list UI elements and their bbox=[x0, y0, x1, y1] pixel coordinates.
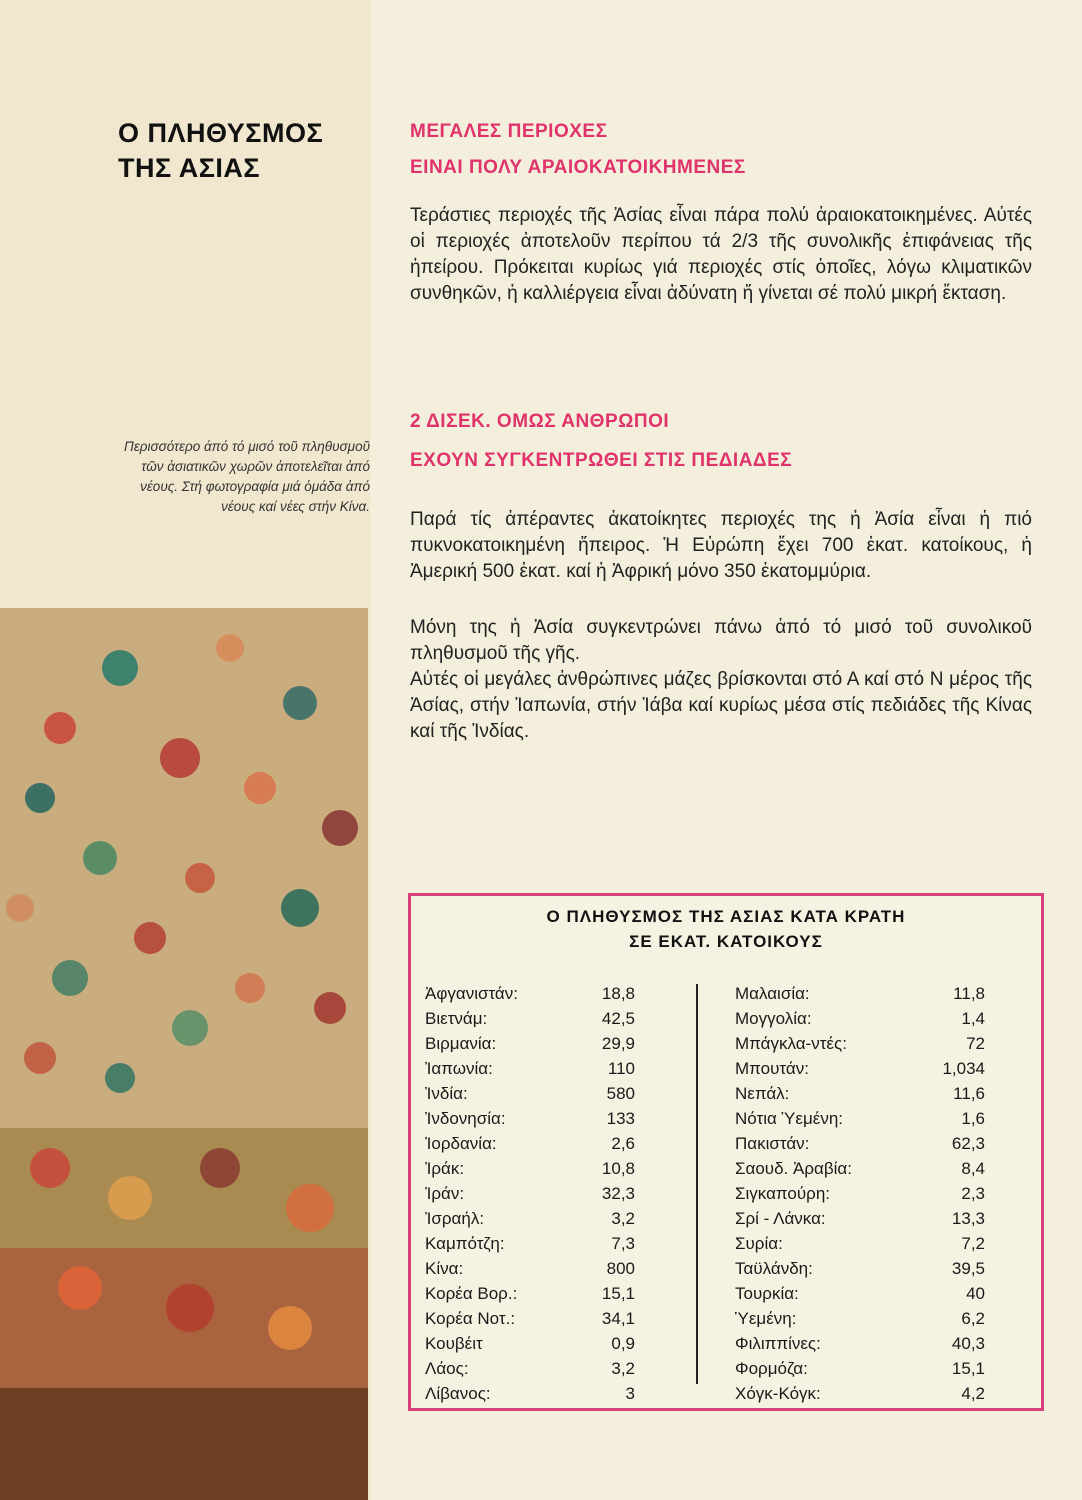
population-value: 3,2 bbox=[611, 1359, 635, 1378]
country-name: Σαουδ. Ἀραβία: bbox=[735, 1159, 852, 1178]
population-value: 15,1 bbox=[601, 1284, 635, 1303]
country-name: Βιετνάμ: bbox=[425, 1009, 488, 1028]
population-value: 72 bbox=[966, 1034, 985, 1053]
section2-heading-line2: ΕΧΟΥΝ ΣΥΓΚΕΝΤΡΩΘΕΙ ΣΤΙΣ ΠΕΔΙΑΔΕΣ bbox=[410, 450, 793, 471]
population-value: 800 bbox=[606, 1259, 635, 1278]
table-row bbox=[735, 1206, 1045, 1231]
country-name: Σιγκαπούρη: bbox=[735, 1184, 830, 1203]
table-right-column bbox=[735, 981, 1045, 1406]
balloons-illustration bbox=[0, 608, 368, 1500]
population-value: 32,3 bbox=[601, 1184, 635, 1203]
table-title-line1: Ο ΠΛΗΘΥΣΜΟΣ ΤΗΣ ΑΣΙΑΣ ΚΑΤΑ ΚΡΑΤΗ bbox=[546, 907, 906, 926]
table-row bbox=[425, 1281, 695, 1306]
country-name: Μογγολία: bbox=[735, 1009, 812, 1028]
table-title bbox=[411, 904, 1041, 954]
country-name: Ἀφγανιστάν: bbox=[425, 984, 518, 1003]
section2-heading-line1: 2 ΔΙΣΕΚ. ΟΜΩΣ ΑΝΘΡΩΠΟΙ bbox=[410, 411, 670, 432]
photo-caption: Περισσότερο άπό τό μισό τοῦ πληθυσμοῦ τῶν ἀσιατικῶν χωρῶν ἀποτελεῖται ἀπό νέους. Στή φωτογραφία μιά ὁμάδα ἀπό νέους καί νέες στήν Κίνα. bbox=[124, 439, 370, 514]
population-value: 34,1 bbox=[601, 1309, 635, 1328]
population-value: 7,2 bbox=[961, 1234, 985, 1253]
country-name: Ἰράν: bbox=[425, 1184, 465, 1203]
country-name: Νότια Ὑεμένη: bbox=[735, 1109, 843, 1128]
table-row bbox=[425, 1256, 695, 1281]
country-name: Λίβανος: bbox=[425, 1384, 491, 1403]
section1-paragraph: Τεράστιες περιοχές τῆς Ἀσίας εἶναι πάρα πολύ ἀραιοκατοικημένες. Αὐτές οἱ περιοχές ἀποτελοῦν περίπου τά 2/3 τῆς συνολικῆς ἐπιφάνειας τῆς ἠπείρου. Πρόκειται κυρίως γιά περιοχές στίς ὁποῖες, λόγω κλιματικῶν συνθηκῶν, ἡ καλλιέργεια εἶναι ἀδύνατη ἤ γίνεται σέ πολύ μικρή ἔκταση. bbox=[410, 205, 1032, 304]
country-name: Λάος: bbox=[425, 1359, 469, 1378]
page-title: Ο ΠΛΗΘΥΣΜΟΣ ΤΗΣ ΑΣΙΑΣ bbox=[118, 118, 324, 183]
population-value: 11,6 bbox=[953, 1084, 985, 1103]
table-row bbox=[735, 1331, 1045, 1356]
country-name: Ταϋλάνδη: bbox=[735, 1259, 813, 1278]
country-name: Ὑεμένη: bbox=[735, 1309, 797, 1328]
table-row bbox=[425, 1006, 695, 1031]
country-name: Νεπάλ: bbox=[735, 1084, 790, 1103]
population-value: 580 bbox=[606, 1084, 635, 1103]
table-row bbox=[735, 1131, 1045, 1156]
table-row bbox=[425, 1356, 695, 1381]
table-row bbox=[425, 1081, 695, 1106]
table-row bbox=[735, 1231, 1045, 1256]
country-name: Ἰορδανία: bbox=[425, 1134, 497, 1153]
country-name: Κουβέιτ bbox=[425, 1334, 483, 1353]
population-value: 7,3 bbox=[611, 1234, 635, 1253]
population-value: 62,3 bbox=[951, 1134, 985, 1153]
population-value: 1,4 bbox=[961, 1009, 985, 1028]
table-left-column bbox=[425, 981, 695, 1406]
country-name: Πακιστάν: bbox=[735, 1134, 810, 1153]
population-value: 15,1 bbox=[951, 1359, 985, 1378]
country-name: Ἰνδία: bbox=[425, 1084, 468, 1103]
table-row bbox=[735, 1031, 1045, 1056]
table-row bbox=[425, 1231, 695, 1256]
table-row bbox=[735, 981, 1045, 1006]
population-value: 11,8 bbox=[953, 984, 985, 1003]
section2-paragraph-3: Αὐτές οἱ μεγάλες ἀνθρώπινες μάζες βρίσκονται στό Α καί στό Ν μέρος τῆς Ἀσίας, στήν Ἰαπωνία, στήν Ἰάβα καί κυρίως μέσα στίς πεδιάδες τῆς Κίνας καί τῆς Ἰνδίας. bbox=[410, 669, 1032, 742]
country-name: Ἰνδονησία: bbox=[425, 1109, 506, 1128]
population-value: 2,3 bbox=[961, 1184, 985, 1203]
table-row bbox=[425, 1031, 695, 1056]
country-name: Ἰσραήλ: bbox=[425, 1209, 485, 1228]
country-name: Ἰαπωνία: bbox=[425, 1059, 493, 1078]
country-name: Κορέα Βορ.: bbox=[425, 1284, 518, 1303]
table-row bbox=[735, 1381, 1045, 1406]
table-row bbox=[425, 1131, 695, 1156]
population-value: 110 bbox=[607, 1059, 635, 1078]
country-name: Συρία: bbox=[735, 1234, 783, 1253]
table-row bbox=[425, 1106, 695, 1131]
country-name: Κορέα Νοτ.: bbox=[425, 1309, 516, 1328]
population-value: 40 bbox=[966, 1284, 985, 1303]
table-row bbox=[735, 1306, 1045, 1331]
country-name: Μπουτάν: bbox=[735, 1059, 809, 1078]
table-row bbox=[425, 981, 695, 1006]
population-value: 10,8 bbox=[601, 1159, 635, 1178]
section1-heading-line1: ΜΕΓΑΛΕΣ ΠΕΡΙΟΧΕΣ bbox=[410, 121, 608, 142]
population-value: 1,034 bbox=[942, 1059, 985, 1078]
section1-heading-line2: ΕΙΝΑΙ ΠΟΛΥ ΑΡΑΙΟΚΑΤΟΙΚΗΜΕΝΕΣ bbox=[410, 157, 746, 178]
population-value: 3 bbox=[625, 1384, 635, 1403]
table-title-line2: ΣΕ ΕΚΑΤ. ΚΑΤΟΙΚΟΥΣ bbox=[629, 932, 823, 951]
country-name: Σρί - Λάνκα: bbox=[735, 1209, 826, 1228]
table-row bbox=[735, 1056, 1045, 1081]
population-value: 42,5 bbox=[601, 1009, 635, 1028]
population-value: 6,2 bbox=[961, 1309, 985, 1328]
country-name: Τουρκία: bbox=[735, 1284, 799, 1303]
population-value: 39,5 bbox=[951, 1259, 985, 1278]
country-name: Φιλιππίνες: bbox=[735, 1334, 821, 1353]
table-row bbox=[425, 1181, 695, 1206]
table-row bbox=[735, 1256, 1045, 1281]
section2-paragraph-1: Παρά τίς ἀπέραντες ἀκατοίκητες περιοχές της ἡ Ἀσία εἶναι ἡ πιό πυκνοκατοικημένη ἤπειρος. Ἡ Εὐρώπη ἔχει 700 ἑκατ. κατοίκους, ἡ Ἀμερική 500 ἑκατ. καί ἡ Ἀφρική μόνο 350 ἑκατομμύρια. bbox=[410, 509, 1032, 582]
balloons-photo bbox=[0, 608, 368, 1500]
population-value: 133 bbox=[606, 1109, 635, 1128]
population-value: 29,9 bbox=[601, 1034, 635, 1053]
table-row bbox=[425, 1206, 695, 1231]
population-value: 2,6 bbox=[611, 1134, 635, 1153]
table-row bbox=[735, 1006, 1045, 1031]
population-value: 1,6 bbox=[961, 1109, 985, 1128]
table-row bbox=[425, 1331, 695, 1356]
table-row bbox=[735, 1281, 1045, 1306]
table-row bbox=[425, 1306, 695, 1331]
population-value: 3,2 bbox=[611, 1209, 635, 1228]
country-name: Ἰράκ: bbox=[425, 1159, 465, 1178]
population-value: 8,4 bbox=[961, 1159, 985, 1178]
table-row bbox=[735, 1181, 1045, 1206]
country-name: Μπάγκλα-ντές: bbox=[735, 1034, 847, 1053]
population-value: 40,3 bbox=[951, 1334, 985, 1353]
country-name: Καμπότζη: bbox=[425, 1234, 505, 1253]
table-row bbox=[735, 1106, 1045, 1131]
country-name: Κίνα: bbox=[425, 1259, 464, 1278]
table-row bbox=[735, 1356, 1045, 1381]
population-value: 13,3 bbox=[951, 1209, 985, 1228]
population-table bbox=[408, 893, 1044, 1411]
country-name: Χόγκ-Κόγκ: bbox=[735, 1384, 821, 1403]
population-value: 0,9 bbox=[611, 1334, 635, 1353]
section2-paragraph-2: Μόνη της ἡ Ἀσία συγκεντρώνει πάνω ἀπό τό μισό τοῦ συνολικοῦ πληθυσμοῦ τῆς γῆς. bbox=[410, 617, 1032, 664]
table-row bbox=[735, 1156, 1045, 1181]
population-value: 18,8 bbox=[601, 984, 635, 1003]
table-row bbox=[425, 1381, 695, 1406]
table-column-divider bbox=[696, 984, 698, 1384]
population-value: 4,2 bbox=[961, 1384, 985, 1403]
country-name: Βιρμανία: bbox=[425, 1034, 497, 1053]
country-name: Μαλαισία: bbox=[735, 984, 810, 1003]
country-name: Φορμόζα: bbox=[735, 1359, 808, 1378]
table-row bbox=[425, 1056, 695, 1081]
table-row bbox=[735, 1081, 1045, 1106]
table-row bbox=[425, 1156, 695, 1181]
